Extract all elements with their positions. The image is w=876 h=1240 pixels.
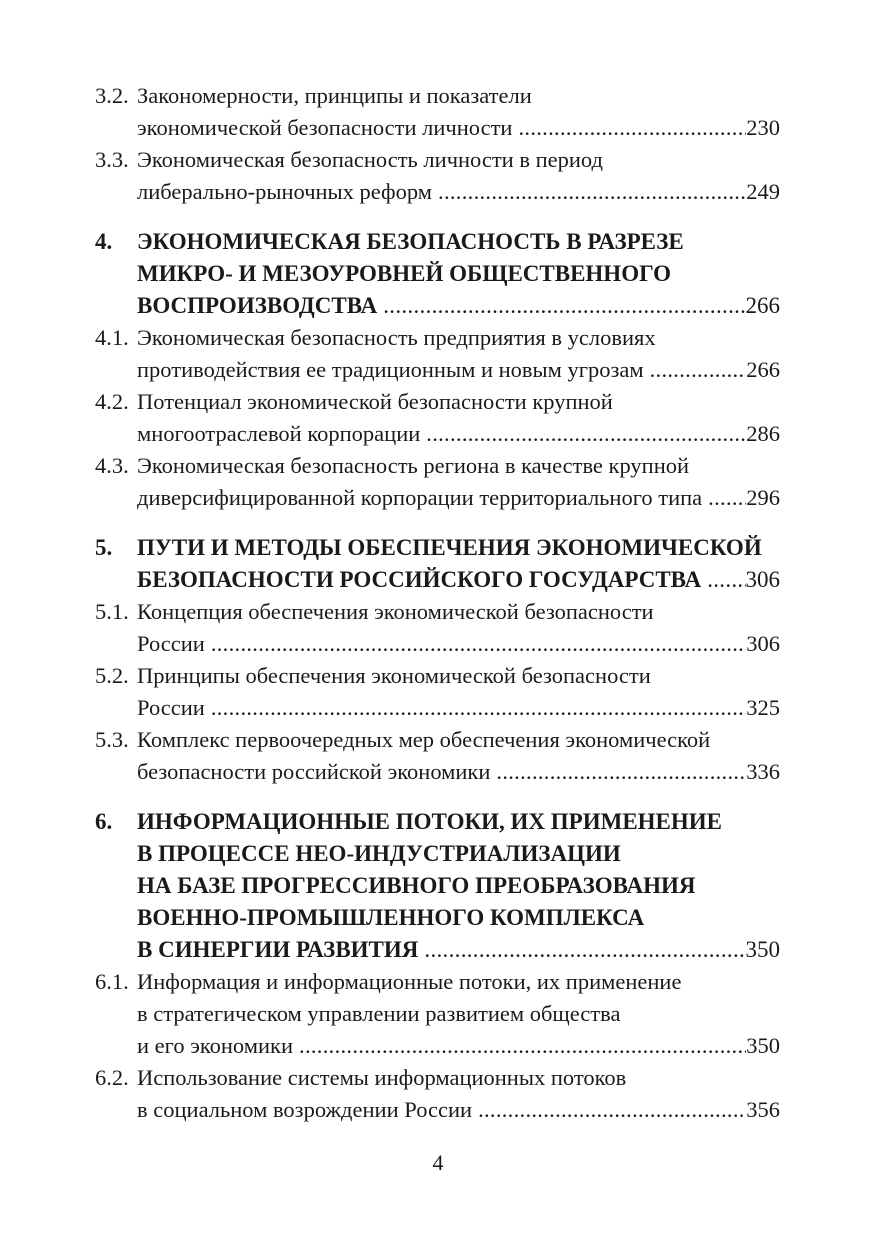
- toc-entry-line: [95, 354, 780, 386]
- toc-entry-title: НА БАЗЕ ПРОГРЕССИВНОГО ПРЕОБРАЗОВАНИЯ: [137, 873, 696, 898]
- toc-section-entry[interactable]: [95, 724, 780, 788]
- toc-entry-number: 6.2.: [95, 1065, 129, 1090]
- toc-entry-title: противодействия ее традиционным и новым угрозам: [137, 357, 644, 382]
- toc-page-number: 306: [746, 631, 780, 656]
- toc-dot-leader: [496, 756, 746, 788]
- toc-section-entry[interactable]: [95, 450, 780, 514]
- toc-dot-leader: [211, 692, 746, 724]
- toc-page-number: 230: [746, 115, 780, 140]
- toc-entry-line: [95, 724, 780, 756]
- toc-entry-title: Экономическая безопасность предприятия в условиях: [137, 325, 656, 350]
- toc-page-number: 356: [746, 1097, 780, 1122]
- table-of-contents: [95, 80, 780, 1126]
- toc-entry-line: [95, 628, 780, 660]
- toc-entry-title: В ПРОЦЕССЕ НЕО-ИНДУСТРИАЛИЗАЦИИ: [137, 841, 621, 866]
- toc-entry-title: Потенциал экономической безопасности крупной: [137, 389, 613, 414]
- toc-entry-title: России: [137, 631, 205, 656]
- toc-entry-line: [95, 322, 780, 354]
- toc-page-number: 286: [746, 421, 780, 446]
- toc-page-number: 350: [745, 937, 780, 962]
- toc-entry-number: 6.1.: [95, 969, 129, 994]
- toc-chapter-entry[interactable]: [95, 226, 780, 322]
- toc-entry-line: [95, 112, 780, 144]
- toc-entry-title: многоотраслевой корпорации: [137, 421, 421, 446]
- toc-entry-number: 4.2.: [95, 389, 129, 414]
- toc-entry-number: 5.2.: [95, 663, 129, 688]
- toc-page-number: 336: [746, 759, 780, 784]
- toc-entry-title: России: [137, 695, 205, 720]
- toc-entry-line: [95, 176, 780, 208]
- toc-entry-line: [95, 450, 780, 482]
- toc-entry-line: [95, 418, 780, 450]
- toc-entry-line: [95, 998, 780, 1030]
- toc-entry-number: 5.3.: [95, 727, 129, 752]
- toc-entry-number: 6.: [95, 809, 113, 834]
- toc-entry-title: ВОЕННО-ПРОМЫШЛЕННОГО КОМПЛЕКСА: [137, 905, 645, 930]
- toc-entry-title: Комплекс первоочередных мер обеспечения экономической: [137, 727, 711, 752]
- toc-section-entry[interactable]: [95, 144, 780, 208]
- toc-entry-line: [95, 756, 780, 788]
- toc-entry-title: диверсифицированной корпорации территориального типа: [137, 485, 703, 510]
- toc-entry-title: экономической безопасности личности: [137, 115, 513, 140]
- toc-entry-line: [95, 966, 780, 998]
- toc-section-entry[interactable]: [95, 386, 780, 450]
- toc-dot-leader: [426, 418, 746, 450]
- toc-entry-line: [95, 660, 780, 692]
- toc-entry-number: 4.: [95, 229, 113, 254]
- toc-entry-title: безопасности российской экономики: [137, 759, 491, 784]
- toc-entry-line: [95, 564, 780, 596]
- toc-entry-title: Экономическая безопасность личности в период: [137, 147, 603, 172]
- toc-entry-title: ИНФОРМАЦИОННЫЕ ПОТОКИ, ИХ ПРИМЕНЕНИЕ: [137, 809, 723, 834]
- toc-entry-number: 5.: [95, 535, 113, 560]
- toc-entry-line: [95, 482, 780, 514]
- toc-entry-title: Информация и информационные потоки, их применение: [137, 969, 682, 994]
- toc-entry-number: 3.2.: [95, 83, 129, 108]
- toc-dot-leader: [707, 564, 745, 596]
- toc-entry-number: 4.1.: [95, 325, 129, 350]
- toc-entry-line: [95, 934, 780, 966]
- toc-entry-line: [95, 806, 780, 838]
- toc-entry-line: [95, 596, 780, 628]
- toc-dot-leader: [424, 934, 745, 966]
- toc-entry-number: 3.3.: [95, 147, 129, 172]
- toc-dot-leader: [211, 628, 746, 660]
- toc-entry-title: ВОСПРОИЗВОДСТВА: [137, 293, 378, 318]
- toc-entry-line: [95, 80, 780, 112]
- toc-entry-title: в стратегическом управлении развитием общества: [137, 1001, 621, 1026]
- toc-entry-title: либерально-рыночных реформ: [137, 179, 433, 204]
- toc-page-number: 296: [746, 485, 780, 510]
- toc-entry-line: [95, 386, 780, 418]
- toc-entry-line: [95, 258, 780, 290]
- toc-page-number: 350: [746, 1033, 780, 1058]
- toc-entry-line: [95, 290, 780, 322]
- toc-section-entry[interactable]: [95, 322, 780, 386]
- toc-chapter-entry[interactable]: [95, 806, 780, 966]
- toc-dot-leader: [708, 482, 746, 514]
- toc-chapter-entry[interactable]: [95, 532, 780, 596]
- toc-dot-leader: [650, 354, 747, 386]
- toc-page-number: 306: [745, 567, 780, 592]
- toc-section-entry[interactable]: [95, 596, 780, 660]
- toc-entry-title: ЭКОНОМИЧЕСКАЯ БЕЗОПАСНОСТЬ В РАЗРЕЗЕ: [137, 229, 684, 254]
- toc-page-number: 249: [746, 179, 780, 204]
- toc-section-entry[interactable]: [95, 966, 780, 1062]
- toc-entry-number: 4.3.: [95, 453, 129, 478]
- toc-entry-line: [95, 870, 780, 902]
- toc-entry-line: [95, 838, 780, 870]
- toc-section-entry[interactable]: [95, 660, 780, 724]
- toc-entry-title: в социальном возрождении России: [137, 1097, 473, 1122]
- toc-section-entry[interactable]: [95, 1062, 780, 1126]
- toc-entry-title: БЕЗОПАСНОСТИ РОССИЙСКОГО ГОСУДАРСТВА: [137, 567, 702, 592]
- toc-page-number: 266: [745, 293, 780, 318]
- toc-entry-title: Принципы обеспечения экономической безопасности: [137, 663, 651, 688]
- toc-entry-title: МИКРО- И МЕЗОУРОВНЕЙ ОБЩЕСТВЕННОГО: [137, 261, 672, 286]
- toc-section-entry[interactable]: [95, 80, 780, 144]
- toc-entry-title: Закономерности, принципы и показатели: [137, 83, 532, 108]
- toc-entry-line: [95, 1094, 780, 1126]
- toc-dot-leader: [299, 1030, 746, 1062]
- toc-entry-title: и его экономики: [137, 1033, 294, 1058]
- toc-dot-leader: [518, 112, 746, 144]
- toc-dot-leader: [383, 290, 745, 322]
- toc-entry-line: [95, 1030, 780, 1062]
- toc-entry-line: [95, 226, 780, 258]
- toc-entry-line: [95, 532, 780, 564]
- toc-entry-title: В СИНЕРГИИ РАЗВИТИЯ: [137, 937, 419, 962]
- toc-page-number: 325: [746, 695, 780, 720]
- toc-entry-title: Использование системы информационных потоков: [137, 1065, 627, 1090]
- toc-entry-title: Концепция обеспечения экономической безопасности: [137, 599, 654, 624]
- toc-dot-leader: [438, 176, 746, 208]
- toc-entry-line: [95, 1062, 780, 1094]
- toc-page-number: 266: [746, 357, 780, 382]
- page-number: 4: [432, 1150, 444, 1175]
- toc-entry-title: Экономическая безопасность региона в качестве крупной: [137, 453, 690, 478]
- toc-entry-line: [95, 692, 780, 724]
- toc-entry-number: 5.1.: [95, 599, 129, 624]
- toc-entry-line: [95, 902, 780, 934]
- toc-entry-title: ПУТИ И МЕТОДЫ ОБЕСПЕЧЕНИЯ ЭКОНОМИЧЕСКОЙ: [137, 535, 762, 560]
- toc-entry-line: [95, 144, 780, 176]
- toc-dot-leader: [478, 1094, 746, 1126]
